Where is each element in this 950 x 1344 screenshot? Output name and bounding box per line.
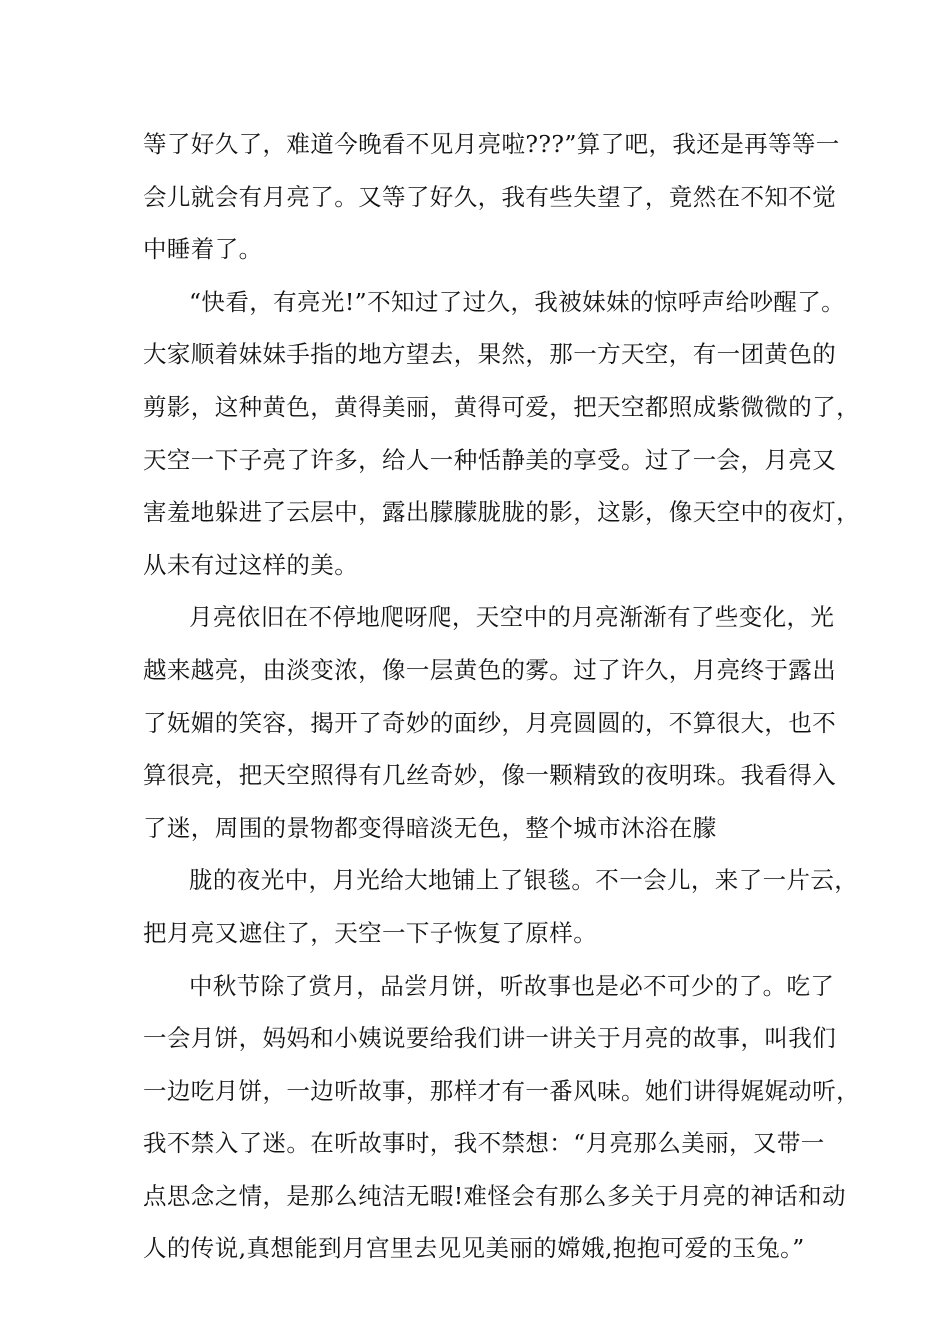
text-line: 一边吃月饼，一边听故事，那样才有一番风味。她们讲得娓娓动听， [143, 1076, 860, 1105]
text-line: 一会月饼，妈妈和小姨说要给我们讲一讲关于月亮的故事，叫我们 [143, 1024, 837, 1053]
text-line: 害羞地躲进了云层中，露出朦朦胧胧的影，这影，像天空中的夜灯， [143, 498, 860, 527]
text-line: 会儿就会有月亮了。又等了好久，我有些失望了，竟然在不知不觉 [143, 182, 837, 211]
text-line: 越来越亮，由淡变浓，像一层黄色的雾。过了许久，月亮终于露出 [143, 655, 837, 684]
text-line: 胧的夜光中，月光给大地铺上了银毯。不一会儿，来了一片云， [189, 866, 859, 895]
text-line: 从未有过这样的美。 [143, 550, 359, 579]
text-line: 我不禁入了迷。在听故事时，我不禁想：“月亮那么美丽，又带一 [143, 1129, 825, 1158]
text-line: 大家顺着妹妹手指的地方望去，果然，那一方天空，有一团黄色的 [143, 340, 837, 369]
text-line: 等了好久了，难道今晚看不见月亮啦???”算了吧，我还是再等等一 [143, 130, 840, 158]
text-line: 点思念之情，是那么纯洁无暇!难怪会有那么多关于月亮的神话和动 [143, 1181, 846, 1210]
text-line: 人的传说,真想能到月宫里去见见美丽的嫦娥,抱抱可爱的玉兔。” [143, 1234, 805, 1263]
text-line: 了迷，周围的景物都变得暗淡无色，整个城市沐浴在朦 [143, 813, 717, 842]
text-line: “快看，有亮光!”不知过了过久，我被妹妹的惊呼声给吵醒了。 [189, 287, 846, 316]
text-line: 把月亮又遮住了，天空一下子恢复了原样。 [143, 918, 598, 947]
text-line: 天空一下子亮了许多，给人一种恬静美的享受。过了一会，月亮又 [143, 445, 837, 474]
text-line: 剪影，这种黄色，黄得美丽，黄得可爱，把天空都照成紫微微的了， [143, 392, 860, 421]
text-line: 算很亮，把天空照得有几丝奇妙，像一颗精致的夜明珠。我看得入 [143, 761, 837, 790]
text-line: 月亮依旧在不停地爬呀爬，天空中的月亮渐渐有了些变化，光 [189, 603, 835, 632]
text-line: 了妩媚的笑容，揭开了奇妙的面纱，月亮圆圆的，不算很大，也不 [143, 708, 837, 737]
text-line: 中睡着了。 [143, 235, 263, 264]
text-line: 中秋节除了赏月，品尝月饼，听故事也是必不可少的了。吃了 [189, 971, 835, 1000]
document-page [143, 124, 860, 1281]
